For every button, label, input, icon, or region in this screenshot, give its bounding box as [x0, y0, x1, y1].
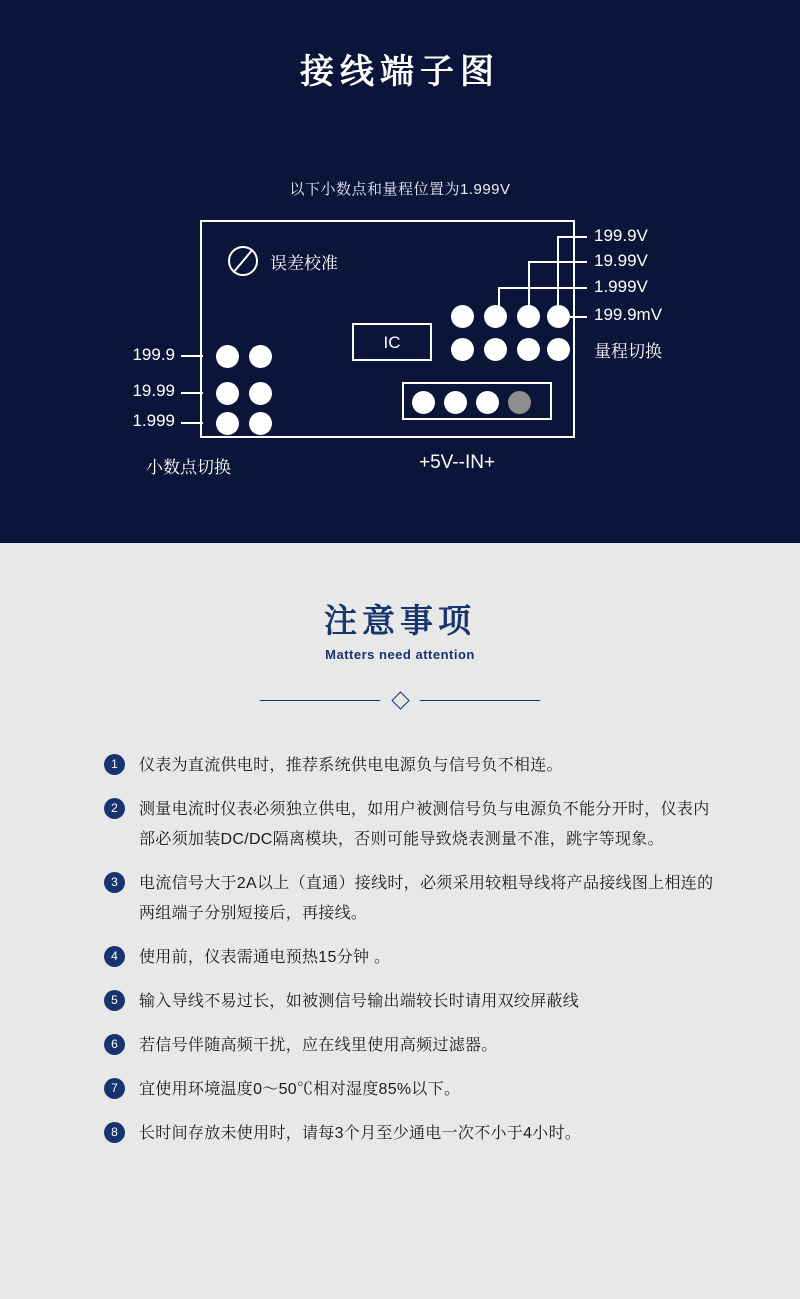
terminal-board [200, 220, 575, 438]
list-item [104, 1031, 724, 1061]
range-pad-r1c1 [451, 305, 474, 328]
list-item-number: 1 [104, 754, 125, 775]
list-item [104, 1075, 724, 1105]
range-pad-r1c2 [484, 305, 507, 328]
decimal-pad-r1c2 [249, 345, 272, 368]
calibration-trimmer-icon [228, 246, 258, 276]
decimal-pad-r2c1 [216, 382, 239, 405]
list-item-text: 若信号伴随高频干扰，应在线里使用高频过滤器。 [139, 1037, 498, 1054]
ic-chip-label: IC [383, 333, 401, 352]
connector-strip [402, 382, 552, 420]
range-switch-caption: 量程切换 [594, 342, 662, 361]
decimal-label-1-999: 1.999 [132, 411, 175, 430]
page-title: 接线端子图 [300, 53, 500, 91]
divider-diamond-icon [391, 691, 409, 709]
connector-caption: +5V--IN+ [419, 452, 496, 473]
decimal-pad-r1c1 [216, 345, 239, 368]
decimal-label-19-99: 19.99 [132, 381, 175, 400]
list-item [104, 795, 724, 855]
list-item-text: 使用前，仪表需通电预热15分钟 。 [139, 949, 391, 966]
wiring-diagram-panel [0, 0, 800, 543]
list-item-text: 电流信号大于2A以上（直通）接线时，必须采用较粗导线将产品接线图上相连的两组端子分别短接后，再接线。 [139, 875, 714, 922]
notice-title: 注意事项 [324, 602, 476, 639]
list-item [104, 751, 724, 781]
range-pad-r2c4 [547, 338, 570, 361]
list-item-number: 3 [104, 872, 125, 893]
range-label-19-99v: 19.99V [594, 251, 648, 270]
diagram-subtitle: 以下小数点和量程位置为1.999V [289, 181, 511, 198]
connector-pad-2 [444, 391, 467, 414]
decimal-pad-r3c1 [216, 412, 239, 435]
connector-pad-1 [412, 391, 435, 414]
range-label-1-999v: 1.999V [594, 277, 648, 296]
range-pad-r2c1 [451, 338, 474, 361]
divider-line-right [420, 700, 540, 701]
decimal-pad-r3c2 [249, 412, 272, 435]
list-item-number: 8 [104, 1122, 125, 1143]
list-item [104, 943, 724, 973]
calibration-label: 误差校准 [270, 254, 338, 273]
list-item-text: 测量电流时仪表必须独立供电，如用户被测信号负与电源负不能分开时，仪表内部必须加装DC/DC隔离模块，否则可能导致烧表测量不准，跳字等现象。 [139, 801, 710, 848]
list-item [104, 1119, 724, 1149]
list-item [104, 869, 724, 929]
list-item-text: 宜使用环境温度0～50℃相对湿度85%以下。 [139, 1081, 461, 1098]
list-item-text: 长时间存放未使用时，请每3个月至少通电一次不小于4小时。 [139, 1125, 582, 1142]
list-item-number: 5 [104, 990, 125, 1011]
range-label-199-9mv: 199.9mV [594, 305, 663, 324]
list-item-text: 输入导线不易过长，如被测信号输出端较长时请用双绞屏蔽线 [139, 993, 580, 1010]
range-pad-r2c2 [484, 338, 507, 361]
section-divider [260, 693, 540, 709]
range-pad-r2c3 [517, 338, 540, 361]
connector-pad-3 [476, 391, 499, 414]
notice-panel [0, 543, 800, 1299]
decimal-label-199-9: 199.9 [132, 345, 175, 364]
divider-line-left [260, 700, 380, 701]
connector-pad-4 [508, 391, 531, 414]
range-pad-r1c3 [517, 305, 540, 328]
list-item-number: 4 [104, 946, 125, 967]
list-item-number: 6 [104, 1034, 125, 1055]
range-label-199-9v: 199.9V [594, 226, 648, 245]
decimal-pad-r2c2 [249, 382, 272, 405]
notice-subtitle: Matters need attention [325, 647, 475, 662]
list-item-number: 2 [104, 798, 125, 819]
decimal-switch-caption: 小数点切换 [146, 458, 231, 477]
range-pad-r1c4 [547, 305, 570, 328]
list-item-text: 仪表为直流供电时，推荐系统供电电源负与信号负不相连。 [139, 757, 563, 774]
list-item-number: 7 [104, 1078, 125, 1099]
list-item [104, 987, 724, 1017]
ic-chip [352, 323, 432, 361]
notice-list [104, 751, 724, 1163]
